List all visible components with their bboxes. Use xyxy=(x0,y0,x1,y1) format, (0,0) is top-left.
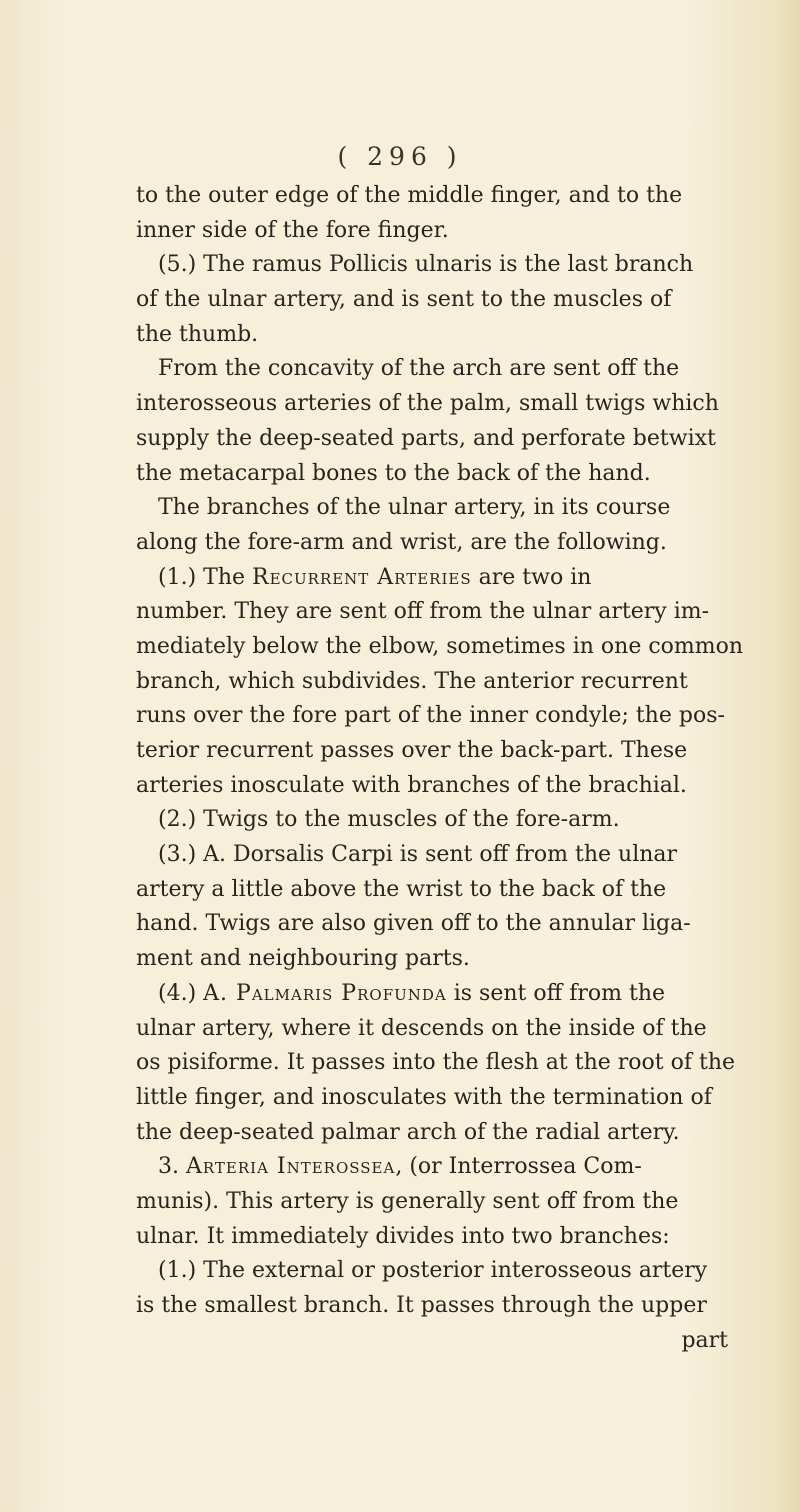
catchword: part xyxy=(681,1327,728,1353)
text-line: ulnar artery, where it descends on the inside of the xyxy=(136,1015,707,1041)
text-line: ulnar. It immediately divides into two branches: xyxy=(136,1223,670,1249)
text-line: number. They are sent off from the ulnar artery im- xyxy=(136,599,710,625)
text-line: inner side of the fore finger. xyxy=(136,217,449,243)
text-line: (5.) The ramus Pollicis ulnaris is the last branch xyxy=(158,252,694,278)
text-line: artery a little above the wrist to the back of the xyxy=(136,876,667,902)
text-line: From the concavity of the arch are sent off the xyxy=(158,356,680,382)
page-number: ( 296 ) xyxy=(337,142,463,171)
text-line: terior recurrent passes over the back-part. These xyxy=(136,738,688,763)
text-line: hand. Twigs are also given off to the annular liga- xyxy=(136,911,691,937)
text-line: ment and neighbouring parts. xyxy=(136,946,470,972)
text-line: the thumb. xyxy=(136,321,259,347)
text-line: mediately below the elbow, sometimes in one common xyxy=(136,633,744,659)
text-line: (1.) The Recurrent Arteries are two in xyxy=(158,564,592,590)
smallcaps-term: A. Palmaris Profunda xyxy=(203,980,447,1006)
text-line: along the fore-arm and wrist, are the following. xyxy=(136,529,667,555)
text-line: interosseous arteries of the palm, small twigs which xyxy=(136,391,719,417)
text-line: os pisiforme. It passes into the flesh at the root of the xyxy=(136,1050,736,1076)
text-line: the metacarpal bones to the back of the hand. xyxy=(136,460,651,486)
body-text xyxy=(136,179,766,1358)
text-line: to the outer edge of the middle finger, and to the xyxy=(136,183,683,208)
smallcaps-term: Arteria Interossea xyxy=(185,1154,396,1180)
text-line: is the smallest branch. It passes through the upper xyxy=(136,1293,707,1318)
text-line: The branches of the ulnar artery, in its course xyxy=(158,495,671,521)
text-line: 3. Arteria Interossea, (or Interrossea Com- xyxy=(158,1154,642,1180)
text-line: runs over the fore part of the inner condyle; the pos- xyxy=(136,703,725,729)
text-line: the deep-seated palmar arch of the radial artery. xyxy=(136,1119,680,1145)
text-line: branch, which subdivides. The anterior recurrent xyxy=(136,668,688,694)
text-line: arteries inosculate with branches of the brachial. xyxy=(136,772,687,798)
text-line: (1.) The external or posterior interosseous artery xyxy=(158,1258,708,1284)
text-line: of the ulnar artery, and is sent to the muscles of xyxy=(136,287,672,313)
text-line: munis). This artery is generally sent off from the xyxy=(136,1188,679,1214)
smallcaps-term: Recurrent Arteries xyxy=(252,564,472,590)
text-line: little finger, and inosculates with the termination of xyxy=(136,1084,712,1110)
text-line: supply the deep-seated parts, and perforate betwixt xyxy=(136,425,716,451)
text-line: (3.) A. Dorsalis Carpi is sent off from the ulnar xyxy=(158,842,678,868)
text-line: (4.) A. Palmaris Profunda is sent off from the xyxy=(158,980,666,1006)
text-line: (2.) Twigs to the muscles of the fore-arm. xyxy=(158,807,620,833)
